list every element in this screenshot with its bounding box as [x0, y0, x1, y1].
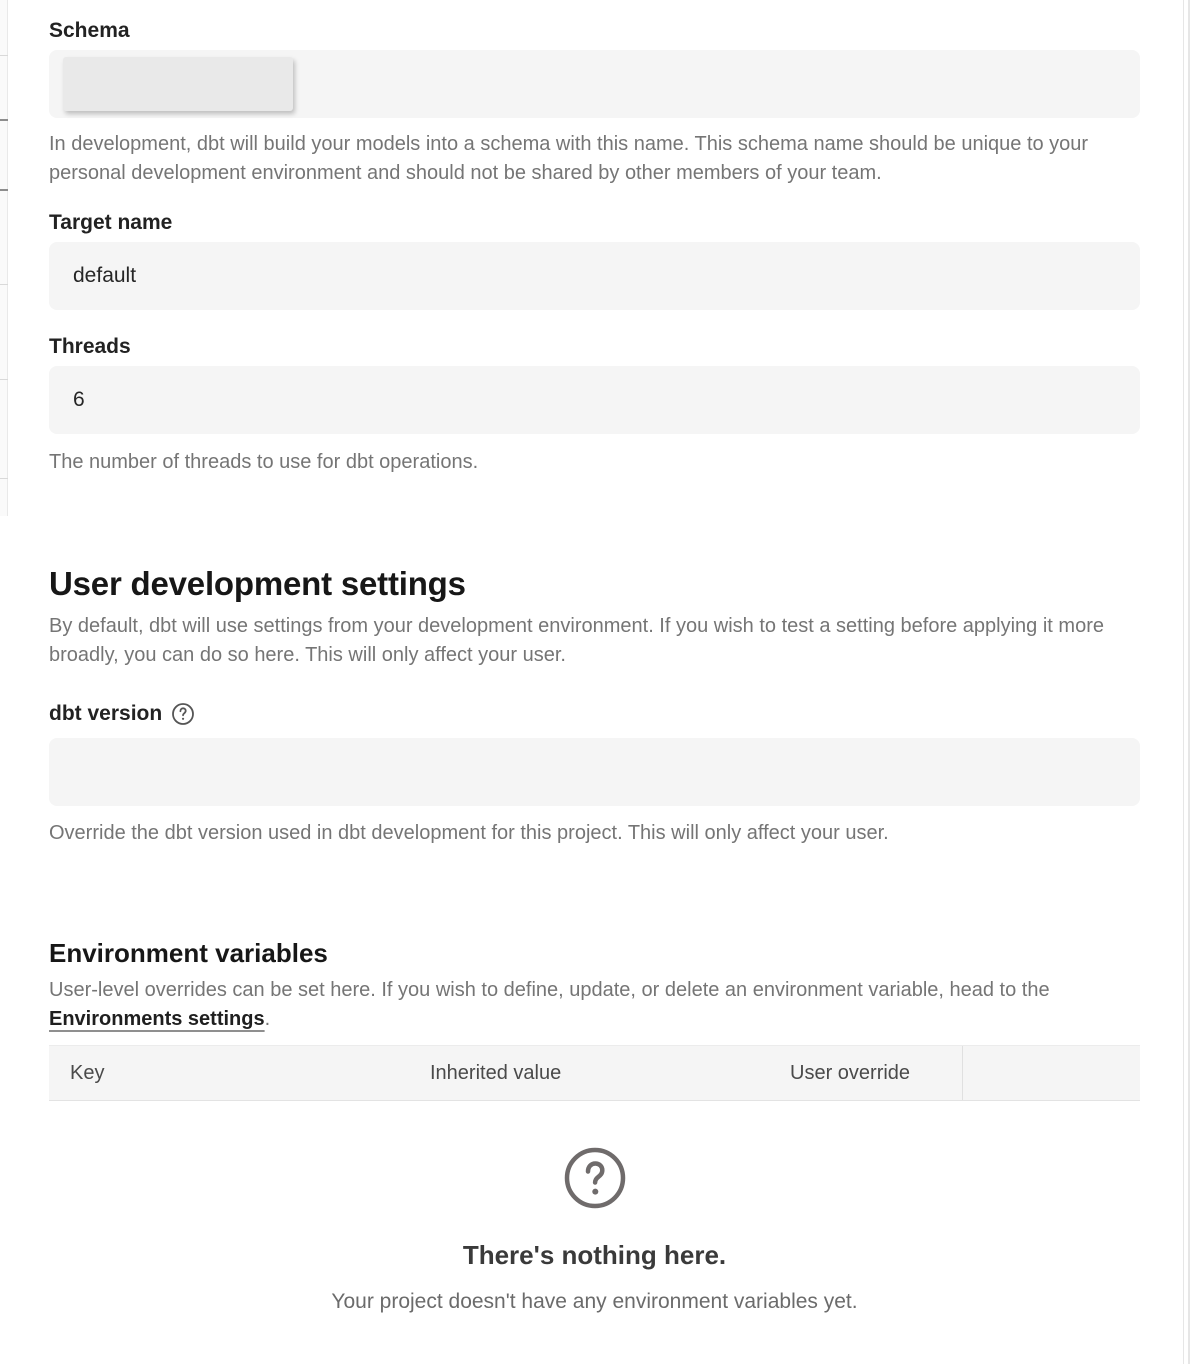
- dbt-version-label: dbt version: [49, 702, 163, 725]
- column-header-actions: [962, 1046, 1140, 1100]
- threads-label: Threads: [49, 335, 131, 358]
- column-header-user-override: User override: [790, 1061, 911, 1084]
- question-circle-icon[interactable]: [171, 702, 195, 726]
- env-vars-description-period: .: [264, 1008, 271, 1030]
- user-development-settings-title: User development settings: [49, 565, 466, 602]
- schema-input[interactable]: [49, 50, 1140, 118]
- target-name-input[interactable]: [49, 242, 1140, 310]
- environment-variables-title: Environment variables: [49, 938, 328, 968]
- environments-settings-link[interactable]: Environments settings: [49, 1008, 265, 1030]
- empty-state-title: There's nothing here.: [462, 1240, 727, 1270]
- schema-label: Schema: [49, 19, 130, 42]
- user-development-settings-description: By default, dbt will use settings from your development environment. If you wish to test a setting before applying it more broadly, you can do so here. This will only affect your user.: [49, 615, 1104, 666]
- question-circle-icon: [563, 1146, 627, 1210]
- column-header-key: Key: [70, 1061, 105, 1084]
- column-header-inherited-value: Inherited value: [430, 1061, 562, 1084]
- empty-state-subtitle: Your project doesn't have any environment variables yet.: [331, 1290, 858, 1313]
- threads-input[interactable]: [49, 366, 1140, 434]
- env-vars-description-text: User-level overrides can be set here. If you wish to define, update, or delete an environment variable, head to the: [49, 979, 1050, 1001]
- empty-state: [49, 1146, 1140, 1215]
- target-name-label: Target name: [49, 211, 173, 234]
- loading-skeleton: [63, 57, 293, 111]
- environment-variables-description: [49, 976, 1134, 1034]
- schema-help-text: In development, dbt will build your models into a schema with this name. This schema name should be unique to your personal development environment and should not be shared by other members of your team.: [49, 133, 1089, 184]
- env-vars-table-header: [49, 1045, 1140, 1101]
- threads-help-text: The number of threads to use for dbt operations.: [49, 451, 479, 473]
- dbt-version-input[interactable]: [49, 738, 1140, 806]
- dbt-version-help-text: Override the dbt version used in dbt development for this project. This will only affect your user.: [49, 822, 889, 844]
